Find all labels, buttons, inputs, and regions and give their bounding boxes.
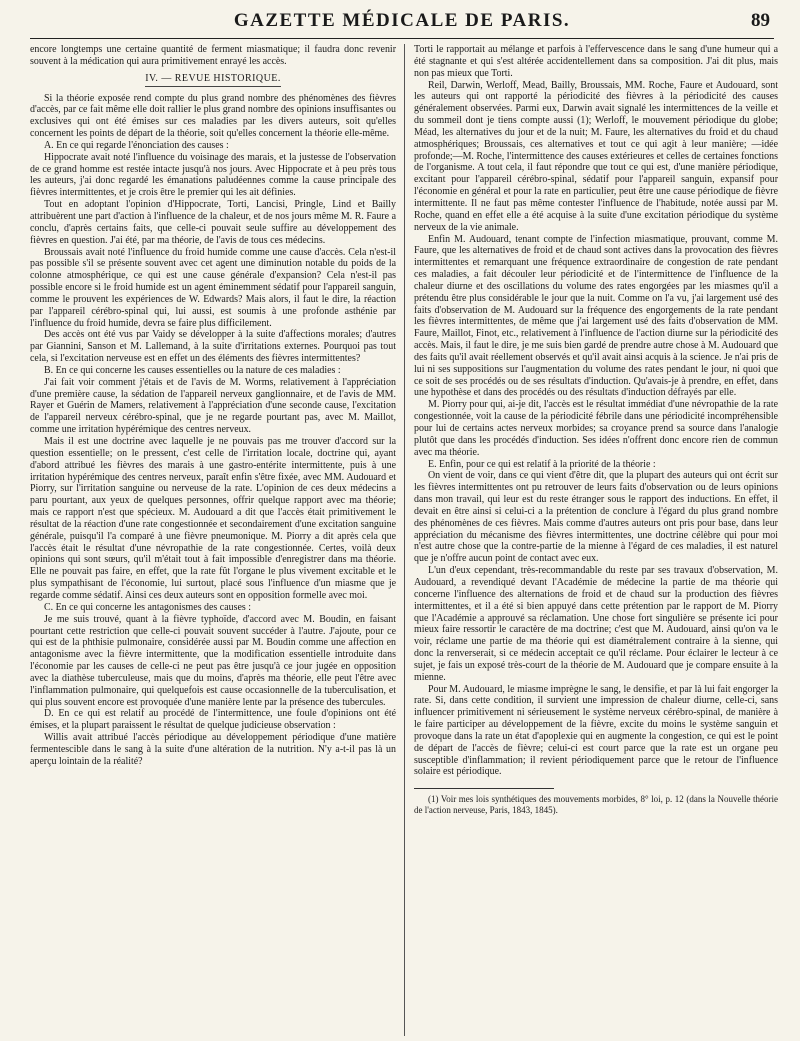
paragraph: Des accès ont été vus par Vaidy se développer à la suite d'affections morales; d'autres par Giannini, Sanson et M. Lallemand, à la suite d'irritations externes. Pourquoi pas tout cela, si l'excitation nerveuse est en effet un des éléments des fièvres intermittentes?	[30, 329, 396, 365]
paragraph: Si la théorie exposée rend compte du plus grand nombre des phénomènes des fièvres d'accès, par ce fait même elle doit rallier le plus grand nombre des opinions insuffisantes ou exclusives qui ont été émises sur ces maladies par les divers auteurs, soit qu'elles concernent les points de départ de la théorie, soit qu'elles concernent la théorie elle-même.	[30, 92, 396, 140]
paragraph: Hippocrate avait noté l'influence du voisinage des marais, et la justesse de l'observation de ce grand homme est restée intacte jusqu'à nos jours. Avec Hippocrate et à peu près tous les auteurs, j'ai donc regardé les émanations paludéennes comme la cause principale des fièvres intermittentes, et je crois être le premier qui les ait définies.	[30, 151, 396, 199]
paragraph: Enfin M. Audouard, tenant compte de l'infection miasmatique, prouvant, comme M. Faure, que les alternatives de froid et de chaud sont actives dans la provocation des fièvres intermittentes et remarquant une fréquence extraordinaire de congestion de rate pendant ces maladies, a fait découler leur périodicité et de l'intermittence de l'influence de la chaleur diurne et des oscillations du volume des rates engorgées par les miasmes qu'il a prétendu être plus considérable le jour que la nuit. Comme on l'a vu, j'ai largement usé des faits d'observation de M. Audouard sur la fréquence des engorgements de la rate pendant les fièvres intermittentes, de même que j'ai largement usé des faits d'observation de MM. Faure, Maillot, Finot, etc., relativement à l'influence de l'action diurne sur la périodicité des accès. Mais, il faut le dire, je me suis bien gardé de prendre autre chose à M. Audouard que des faits qu'il avait réellement observés et qu'il avait ainsi acquis à la science. Je n'ai pris de lui ni ses suppositions sur l'augmentation du volume des rates pendant le jour, ni quoi que ce soit de ses procédés ou de ses résultats d'induction. Qu'avais-je à prendre, en effet, dans une hypothèse et dans des procédés ou des résultats d'induction défrayés par elle.	[414, 233, 778, 399]
footnote-rule	[414, 788, 554, 789]
journal-title: GAZETTE MÉDICALE DE PARIS.	[233, 10, 571, 31]
paragraph: Je me suis trouvé, quant à la fièvre typhoïde, d'accord avec M. Boudin, en faisant pourtant cette restriction que celle-ci pouvait souvent succéder à l'autre. J'ajoute, pour ce qui est de la phthisie pulmonaire, considérée aussi par M. Boudin comme une affection en antagonisme avec la fièvre intermittente, que la modification essentielle introduite dans l'économie par les causes de celle-ci ne peut pas être jusqu'à ce jour jugée en opposition avec la diathèse tuberculeuse, mais que du moins, d'après ma théorie, elle peut l'être avec l'inflammation pulmonaire, qui quelquefois est cause occasionnelle de la tuberculisation, et qui plus souvent encore est provoquée d'une manière lente par la présence des tubercules.	[30, 613, 396, 708]
paragraph: D. En ce qui est relatif au procédé de l'intermittence, une foule d'opinions ont été émises, et la plupart paraissent le résultat de quelque judicieuse observation :	[30, 708, 396, 732]
paragraph: E. Enfin, pour ce qui est relatif à la priorité de la théorie :	[428, 458, 656, 470]
section-heading-text: IV. — REVUE HISTORIQUE.	[145, 73, 281, 87]
paragraph: Torti le rapportait au mélange et parfois à l'effervescence dans le sang d'une humeur qui a été stagnante et qui s'est altérée accidentellement dans sa composition. J'ai dit plus, mais non pas mieux que Torti.	[414, 44, 778, 79]
right-column	[414, 44, 778, 1036]
paragraph: C. En ce qui concerne les antagonismes des causes :	[44, 601, 251, 613]
footnote: (1) Voir mes lois synthétiques des mouvements morbides, 8° loi, p. 12 (dans la Nouvelle théorie de l'action nerveuse, Paris, 1843, 1845).	[414, 794, 778, 816]
page-header	[30, 8, 774, 39]
left-column	[30, 44, 396, 1036]
paragraph: On vient de voir, dans ce qui vient d'être dit, que la plupart des auteurs qui ont écrit sur les fièvres intermittentes ont pu retrouver de leurs faits d'observation ou de leurs opinions dans mon travail, qui leur est du reste étranger sous le rapport des inductions. En effet, il devait en être ainsi si celui-ci a la prétention de conclure à l'égard du plus grand nombre des phénomènes de ces fièvres. Mais comme d'autres auteurs ont pris pour base, dans leur appréciation du mécanisme des fièvres intermittentes, une doctrine célèbre qui pour moi n'est autre chose que la contre-partie de la mienne à l'égard de ces maladies, il est naturel que je n'offre aucun point de contact avec eux.	[414, 470, 778, 565]
column-divider	[404, 44, 405, 1036]
paragraph: Mais il est une doctrine avec laquelle je ne pouvais pas me trouver d'accord sur la question essentielle; on le pressent, c'est celle de l'irritation locale, doctrine qui, ayant d'abord attribué les fièvres des marais à une gastro-entérite intermittente, puis à une irritation hypérémique des centres nerveux, paraît enfin s'être fixée, avec MM. Audouard et Piorry, sur l'irritation sanguine ou nerveuse de la rate. L'opinion de ces deux médecins a paru pourtant, aux yeux de quelques personnes, offrir quelque rapport avec ma théorie; mais ce rapport n'est que spécieux. M. Audouard a dit que l'accès était primitivement le résultat de la réaction d'une rate congestionnée et secondairement d'une excitation sanguine générale, puisqu'il l'a comparé à une fièvre pneumonique. M. Piorry a dit après cela que l'accès était le résultat d'une névropathie de la rate congestionnée. Certes, voilà deux opinions qui sont sœurs, qu'il m'était tout à fait impossible d'enregistrer dans ma théorie. Elle ne pouvait pas faire, en effet, que la rate fût l'organe le plus vivement excitable et le plus sympathisant de l'économie, lui surtout, placé sous l'influence d'un miasme que je regarde comme sédatif. Ainsi ces deux auteurs sont en opposition formelle avec moi.	[30, 436, 396, 601]
paragraph: B. En ce qui concerne les causes essentielles ou la nature de ces maladies :	[44, 364, 341, 376]
paragraph: Broussais avait noté l'influence du froid humide comme une cause d'accès. Cela n'est-il pas possible s'il se présente souvent avec cet agent une diminution notable du poids de la colonne atmosphérique, ce qui est une cause générale d'expansion? Cela n'est-il pas possible encore si le froid humide est un agent éminemment sédatif pour l'appareil sanguin, comme le prouvent les expériences de W. Edwards? Mais alors, il faut le dire, la réaction par l'appareil cérébro-spinal qui, lui aussi, est soumis à une profonde asthénie par l'influence du froid humide, devra se faire plus difficilement.	[30, 246, 396, 329]
paragraph: Reil, Darwin, Werloff, Mead, Bailly, Broussais, MM. Roche, Faure et Audouard, sont les auteurs qui ont rapporté la périodicité des fièvres à la périodicité des causes généralement observées. Parmi eux, Darwin avait signalé les intermittences de la veille et du sommeil dont je tiens compte aussi (1); Werloff, le mouvement périodique du globe; Méad, les alternatives du jour et de la nuit; M. Faure, les alternatives du froid et du chaud atmosphériques; Broussais, ces alternatives et tout ce qui agit à leur manière; —idée profonde;—M. Roche, l'intermittence des causes extérieures et celles de certaines fonctions de l'organisme. A tout cela, il faut répondre que tout ce qui est, d'une manière périodique, excitant pour l'appareil cérébro-spinal, sédatif pour l'appareil sanguin, expansif pour l'économie en général et pour la rate en particulier, peut être une cause périodique de fièvre intermittente. Il ne faut pas même contester l'influence de l'habitude, notée aussi par M. Roche, quand en effet elle a été acquise à la suite d'une excitation périodique du système nerveux de la vie animale.	[414, 79, 778, 233]
paragraph: L'un d'eux cependant, très-recommandable du reste par ses travaux d'observation, M. Audouard, a revendiqué devant l'Académie de médecine la partie de ma théorie qui concerne l'influence des alternations de froid et de chaud sur la production des fièvres intermittentes, et il a été si bien appuyé dans cette prétention par le rapport de M. Piorry que l'Académie a approuvé sa réclamation. Une chose fort singulière se présente ici pour mieux faire ressortir le caractère de ma doctrine; c'est que M. Audouard, ainsi qu'on va le voir, réclame une partie de ma théorie qui est diamétralement contraire à la sienne, qui donc la renverserait, si ce médecin acceptait ce qu'il réclame. Pour éclairer le lecteur à ce sujet, je fais un exposé très-court de la théorie de M. Audouard que je compare ensuite à la mienne.	[414, 565, 778, 683]
paragraph: M. Piorry pour qui, ai-je dit, l'accès est le résultat immédiat d'une névropathie de la rate congestionnée, voit la cause de la périodicité fébrile dans une périodicité incompréhensible pour lui de certains actes nerveux morbides; sa croyance prend sa source dans l'analogie plutôt que dans les procédés d'induction. Ses idées n'offrent donc encore rien de commun avec ma théorie.	[414, 399, 778, 458]
paragraph: Tout en adoptant l'opinion d'Hippocrate, Torti, Lancisi, Pringle, Lind et Bailly attribuèrent une part d'action à l'influence de la chaleur, et de nos jours même M. R. Faure a conclu, d'après certains faits, que celle-ci pouvait seule suffire au développement des fièvres en question. J'ai été, par ma théorie, de l'avis de tous ces médecins.	[30, 199, 396, 246]
paragraph: Pour M. Audouard, le miasme imprègne le sang, le densifie, et par là lui fait engorger la rate. Si, dans cette condition, il survient une impression de chaleur diurne, celle-ci, sans influencer primitivement ni sérieusement le système nerveux cérébro-spinal, de manière à le faire participer au développement de la fièvre, excite du moins le système sanguin et provoque dans la rate un état d'apoplexie qui en augmente la congestion, ce qui est le point de départ de l'accès de fièvre; celui-ci est court parce que la rate est un organe peu susceptible d'inflammation; il revient périodiquement parce que le retour de l'influence solaire est périodique.	[414, 683, 778, 778]
paragraph: encore longtemps une certaine quantité de ferment miasmatique; il faudra donc revenir souvent à la médication qui aura primitivement enrayé les accès.	[30, 44, 396, 67]
section-heading	[30, 73, 396, 87]
paragraph: Willis avait attribué l'accès périodique au développement périodique d'une matière fermentescible dans le sang à la suite d'une altération de la nutrition. N'y a-t-il pas là un aperçu lointain de la réalité?	[30, 732, 396, 767]
paragraph: A. En ce qui regarde l'énonciation des causes :	[44, 139, 229, 151]
paragraph: J'ai fait voir comment j'étais et de l'avis de M. Worms, relativement à l'appréciation d'une première cause, la sédation de l'appareil nerveux ganglionnaire, et de l'avis de MM. Rayer et Guérin de Mamers, relativement à l'appréciation d'une seconde cause, l'excitation de l'appareil nerveux cérébro-spinal, que je ne regarde pourtant pas, avec M. Maillot, comme une irritation hypérémique des centres nerveux.	[30, 376, 396, 436]
page-number: 89	[751, 10, 770, 31]
